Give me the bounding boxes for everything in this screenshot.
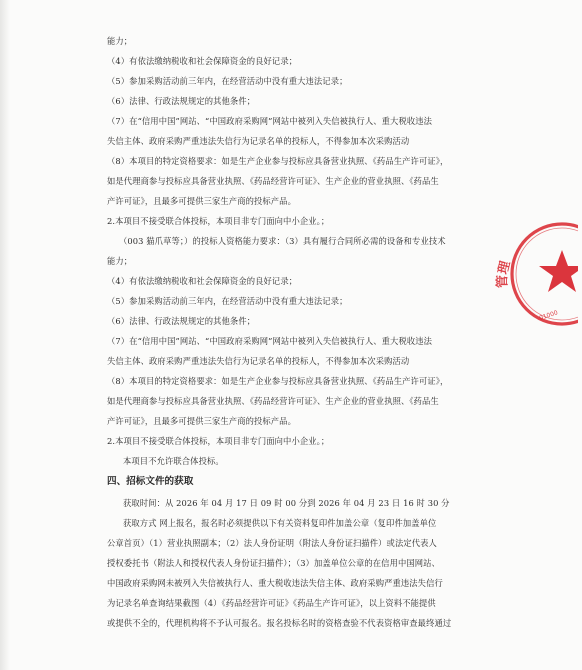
binding-edge-shadow bbox=[0, 0, 10, 670]
text-line: （4）有依法缴纳税收和社会保障资金的良好记录； bbox=[107, 276, 298, 286]
text-line: （4）有依法缴纳税收和社会保障资金的良好记录； bbox=[107, 56, 298, 66]
text-line: （003 猫爪草等；）的投标人资格能力要求：（3）具有履行合同所必需的设备和专业技术 bbox=[119, 236, 446, 246]
text-line: （7）在“信用中国”网站、“中国政府采购网”网站中被列入失信被执行人、重大税收违法 bbox=[107, 116, 433, 126]
text-line: 如是代理商参与投标应具备营业执照、《药品经营许可证》、生产企业的营业执照、《药品生 bbox=[107, 176, 439, 186]
official-seal bbox=[488, 222, 578, 332]
text-line: 能力； bbox=[107, 256, 133, 266]
text-line: 能力； bbox=[107, 36, 133, 46]
text-line: 产许可证》，且最多可提供三家生产商的投标产品。 bbox=[107, 196, 296, 206]
seal-graphic bbox=[488, 222, 578, 332]
text-line: 2.本项目不接受联合体投标，本项目非专门面向中小企业。； bbox=[107, 216, 330, 226]
text-line: （5）参加采购活动前三年内，在经营活动中没有重大违法记录； bbox=[107, 296, 348, 306]
text-line: 授权委托书（附法人和授权代表人身份证扫描件）；（3）加盖单位公章的在信用中国网站、 bbox=[107, 558, 440, 568]
text-line: 为记录名单查询结果截图（4）《药品经营许可证》《药品生产许可证》，以上资料不能提供 bbox=[107, 598, 436, 608]
star-icon bbox=[539, 250, 578, 292]
svg-text:管理: 管理 bbox=[495, 259, 514, 289]
text-line: （7）在“信用中国”网站、“中国政府采购网”网站中被列入失信被执行人、重大税收违法 bbox=[107, 336, 433, 346]
svg-text:01000: 01000 bbox=[538, 309, 559, 322]
text-line: 产许可证》，且最多可提供三家生产商的投标产品。 bbox=[107, 416, 296, 426]
text-line: 如是代理商参与投标应具备营业执照、《药品经营许可证》、生产企业的营业执照、《药品生 bbox=[107, 396, 439, 406]
text-line: （6）法律、行政法规规定的其他条件； bbox=[107, 96, 256, 106]
section-heading: 四、招标文件的获取 bbox=[107, 476, 194, 487]
text-line: 中国政府采购网未被列入失信被执行人、重大税收违法失信主体、政府采购严重违法失信行 bbox=[107, 578, 443, 588]
text-line: （8）本项目的特定资格要求：如是生产企业参与投标应具备营业执照、《药品生产许可证》， bbox=[107, 156, 449, 166]
text-line: 或提供不全的，代理机构将不予认可报名。报名投标名时的资格查验不代表资格审查最终通过 bbox=[107, 618, 452, 628]
text-line: （8）本项目的特定资格要求：如是生产企业参与投标应具备营业执照、《药品生产许可证》， bbox=[107, 376, 449, 386]
text-line: 失信主体、政府采购严重违法失信行为记录名单的投标人，不得参加本次采购活动 bbox=[107, 136, 410, 146]
text-line: 本项目不允许联合体投标。 bbox=[123, 456, 224, 466]
text-line: 获取时间：从 2026 年 04 月 17 日 09 时 00 分到 2026 年 04 月 23 日 16 时 30 分 bbox=[123, 498, 450, 508]
text-line: 获取方式 网上报名，报名时必须提供以下有关资料复印件加盖公章（复印件加盖单位 bbox=[123, 518, 437, 528]
text-line: （6）法律、行政法规规定的其他条件； bbox=[107, 316, 256, 326]
text-line: 2.本项目不接受联合体投标，本项目非专门面向中小企业。； bbox=[107, 436, 330, 446]
text-line: （5）参加采购活动前三年内，在经营活动中没有重大违法记录； bbox=[107, 76, 348, 86]
text-line: 公章首页）（1）营业执照副本；（2）法人身份证明（附法人身份证扫描件）或法定代表人 bbox=[107, 538, 437, 548]
text-line: 失信主体、政府采购严重违法失信行为记录名单的投标人，不得参加本次采购活动 bbox=[107, 356, 410, 366]
